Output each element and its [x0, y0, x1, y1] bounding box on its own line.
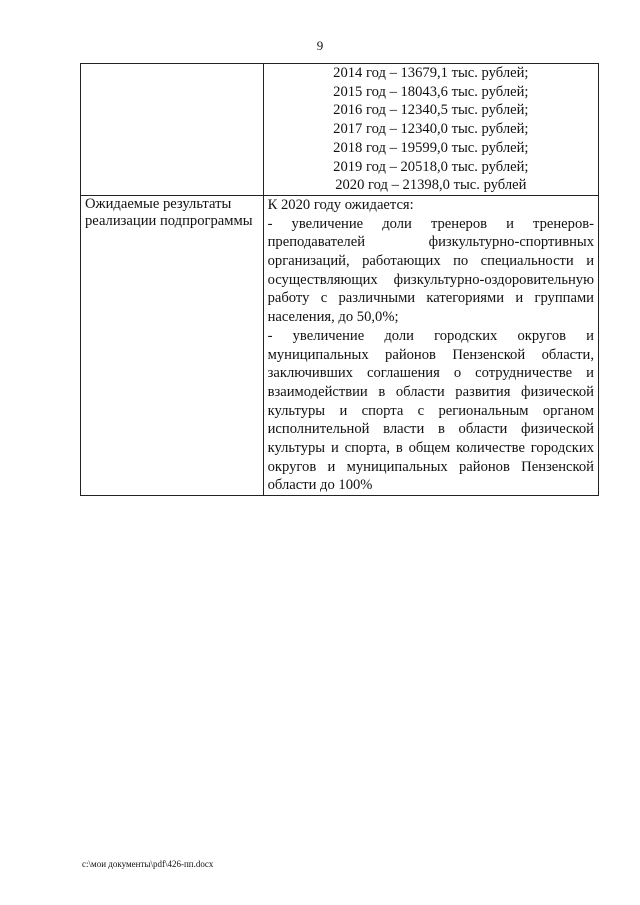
funding-year-2020: 2020 год – 21398,0 тыс. рублей [335, 177, 527, 194]
file-path-footer: c:\мои документы\pdf\426-пп.docx [82, 859, 214, 869]
page-number: 9 [316, 38, 324, 53]
results-label: Ожидаемые результаты реализации подпрограммы [81, 195, 264, 495]
funding-year-2018: 2018 год – 19599,0 тыс. рублей; [333, 139, 529, 156]
results-intro: К 2020 году ожидается: [267, 196, 414, 213]
funding-row [81, 64, 599, 196]
results-text-cell [263, 195, 598, 495]
results-row [81, 195, 599, 495]
funding-year-2016: 2016 год – 12340,5 тыс. рублей; [333, 102, 529, 119]
funding-year-2015: 2015 год – 18043,6 тыс. рублей; [333, 83, 529, 100]
subprogram-passport-table [80, 63, 599, 496]
funding-year-2017: 2017 год – 12340,0 тыс. рублей; [333, 121, 529, 138]
funding-label-cell [81, 64, 264, 196]
funding-year-2014: 2014 год – 13679,1 тыс. рублей; [333, 65, 529, 81]
results-item-coaches: - увеличение доли тренеров и тренеров-преподавателей физкультурно-спортивных организаций, работающих по специальности и осуществляющих физкультурно-оздоровительную работу с различными категориями и группами населения, до 50,0%; [267, 215, 594, 326]
results-item-districts: - увеличение доли городских округов и муниципальных районов Пензенской области, заключивших соглашения о сотрудничестве и взаимодействии в области развития физической культуры и спорта с региональным органом исполнительной власти в области физической культуры и спорта, в общем количестве городских округов и муниципальных районов Пензенской области до 100% [267, 327, 594, 494]
funding-year-2019: 2019 год – 20518,0 тыс. рублей; [333, 158, 529, 175]
funding-values-cell [263, 64, 598, 196]
